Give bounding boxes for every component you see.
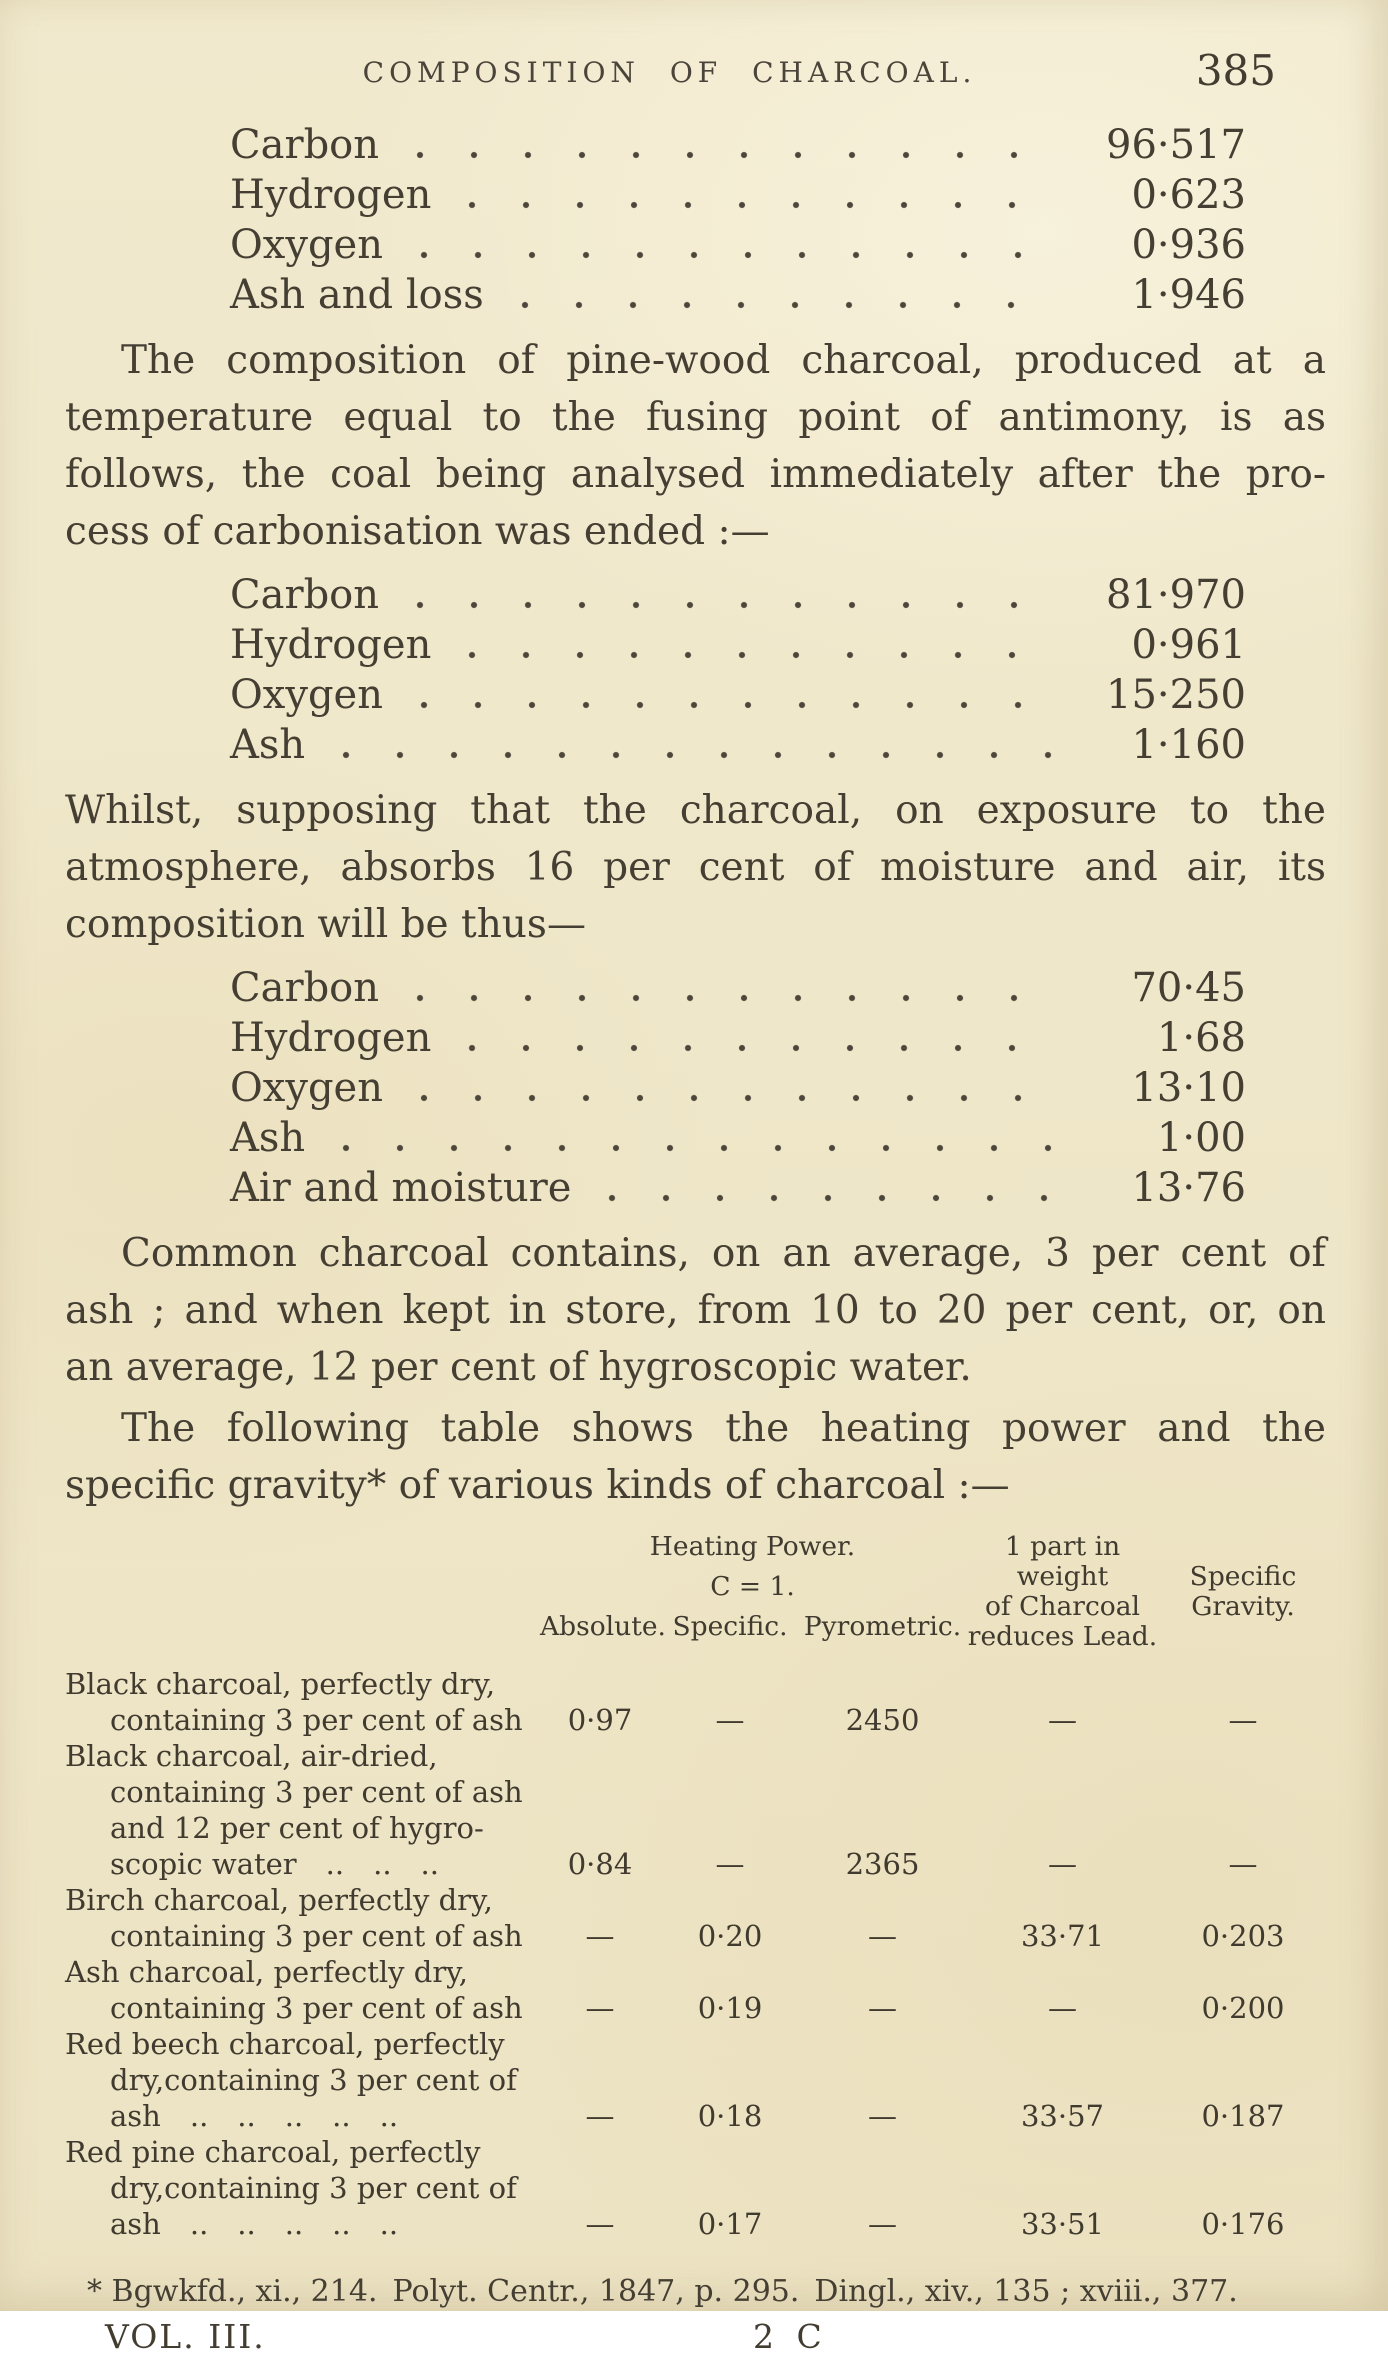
cell-absolute: — [585,2099,615,2133]
row-label-line: dry,containing 3 per cent of [110,2171,517,2205]
item-value: 13·76 [1131,1165,1246,1211]
cell-reduces-lead: 33·57 [1020,2099,1105,2133]
row-label [65,1882,540,1954]
cell-reduces-lead: — [1048,1991,1077,2025]
paragraph [65,1225,1326,1396]
row-label-line: containing 3 per cent of ash [110,1703,523,1737]
list-item [230,270,1246,320]
cell-absolute: — [585,1991,615,2025]
col-header-line: reduces Lead. [967,1621,1158,1652]
row-label-line: Black charcoal, air-dried, [65,1739,438,1773]
composition-list-2 [230,570,1246,770]
col-header-line: Gravity. [1191,1591,1295,1622]
paragraph-line: Whilst, supposing that the charcoal, on exposure to the [65,788,1326,833]
cell-specific-gravity: — [1228,1703,1258,1737]
dot-leader [397,249,1055,261]
table-row [65,1738,1326,1882]
paragraph-line: ash ; and when kept in store, from 10 to 20 per cent, or, on [65,1288,1326,1333]
list-item [230,570,1246,620]
cell-reduces-lead: 33·71 [1020,1919,1105,1953]
item-value: 1·00 [1156,1115,1246,1161]
dot-leader [319,749,1055,761]
col-header-specific-gravity [1160,1562,1326,1622]
list-item [230,670,1246,720]
row-label-line: ash .. .. .. .. .. [110,2207,399,2241]
paragraph-line: atmosphere, absorbs 16 per cent of moisture and air, its [65,845,1326,890]
item-label: Oxygen [230,672,383,718]
cell-specific-gravity: 0·200 [1201,1991,1285,2025]
row-label-line: containing 3 per cent of ash [110,1919,523,1953]
item-value: 81·970 [1106,572,1246,618]
list-item [230,1163,1246,1213]
item-label: Carbon [230,965,380,1011]
item-label: Ash [230,722,306,768]
item-label: Oxygen [230,222,383,268]
item-label: Hydrogen [230,172,432,218]
cell-absolute: — [585,1919,615,1953]
composition-list-3 [230,963,1246,1213]
row-label-line: containing 3 per cent of ash [110,1991,523,2025]
dot-leader [393,599,1055,611]
paragraph-line: The following table shows the heating power and the [121,1406,1326,1451]
item-value: 0·936 [1131,222,1246,268]
row-label [65,1954,540,2026]
paragraph-line: composition will be thus— [65,902,586,947]
paragraph-line: temperature equal to the fusing point of antimony, is as [65,395,1326,440]
cell-absolute: — [585,2207,615,2241]
row-label-line: Black charcoal, perfectly dry, [65,1667,496,1701]
col-header-reduces-lead [965,1532,1160,1652]
row-label [65,1666,540,1738]
item-label: Carbon [230,122,380,168]
row-label-line: Red pine charcoal, perfectly [65,2135,481,2169]
cell-reduces-lead: — [1048,1703,1077,1737]
col-header-line: of Charcoal [984,1591,1141,1622]
paragraph-line: follows, the coal being analysed immediately after the pro- [65,452,1326,497]
page-title: COMPOSITION OF CHARCOAL. [362,56,977,89]
paragraph [65,782,1326,953]
list-item [230,120,1246,170]
cell-specific-gravity: — [1228,1847,1258,1881]
item-value: 15·250 [1106,672,1246,718]
row-label-line: scopic water .. .. .. [110,1847,439,1881]
paragraph [65,332,1326,560]
cell-specific: 0·17 [697,2207,763,2241]
item-value: 0·961 [1131,622,1246,668]
signature-mark: 2 C [753,2317,825,2356]
cell-specific: — [715,1703,745,1737]
charcoal-table [65,1532,1326,2242]
cell-pyrometric: — [868,2099,897,2133]
cell-reduces-lead: — [1048,1847,1077,1881]
item-label: Ash and loss [230,272,484,318]
item-value: 1·68 [1156,1015,1246,1061]
paragraph-line: specific gravity* of various kinds of charcoal :— [65,1463,1010,1508]
col-header-absolute: Absolute. [540,1611,666,1642]
col-header-specific: Specific. [672,1611,788,1642]
list-item [230,1063,1246,1113]
cell-specific: 0·19 [697,1991,763,2025]
page-number: 385 [1195,46,1276,95]
cell-specific-gravity: 0·203 [1201,1919,1285,1953]
list-item [230,720,1246,770]
table-row [65,2026,1326,2134]
col-header-line: Specific [1189,1561,1297,1592]
dot-leader [498,299,1055,311]
row-label-line: ash .. .. .. .. .. [110,2099,399,2133]
col-header-heating-power: Heating Power. [649,1531,856,1562]
table-row [65,1882,1326,1954]
row-label-line: Ash charcoal, perfectly dry, [65,1955,468,1989]
dot-leader [445,649,1055,661]
dot-leader [393,992,1055,1004]
dot-leader [445,199,1055,211]
row-label-line: Red beech charcoal, perfectly [65,2027,505,2061]
cell-pyrometric: — [868,1919,897,1953]
item-label: Air and moisture [230,1165,572,1211]
cell-reduces-lead: 33·51 [1020,2207,1105,2241]
table-header [65,1532,1326,1652]
item-label: Ash [230,1115,306,1161]
running-head [65,46,1326,96]
item-value: 13·10 [1131,1065,1246,1111]
paragraph [65,1400,1326,1514]
item-value: 0·623 [1131,172,1246,218]
col-header-line: 1 part in weight [1004,1531,1121,1592]
list-item [230,620,1246,670]
dot-leader [397,699,1055,711]
row-label [65,2026,540,2134]
cell-absolute: 0·97 [567,1703,633,1737]
dot-leader [397,1092,1055,1104]
row-label [65,2134,540,2242]
item-label: Carbon [230,572,380,618]
row-label-line: containing 3 per cent of ash [110,1775,523,1809]
col-header-pyrometric: Pyrometric. [803,1611,962,1642]
list-item [230,170,1246,220]
item-label: Hydrogen [230,1015,432,1061]
row-label-line: dry,containing 3 per cent of [110,2063,517,2097]
cell-specific: 0·18 [697,2099,763,2133]
cell-pyrometric: 2365 [845,1847,920,1881]
item-label: Oxygen [230,1065,383,1111]
cell-absolute: 0·84 [567,1847,633,1881]
cell-pyrometric: — [868,2207,897,2241]
dot-leader [393,149,1055,161]
item-value: 96·517 [1106,122,1246,168]
paragraph-line: an average, 12 per cent of hygroscopic water. [65,1345,972,1390]
cell-specific-gravity: 0·187 [1201,2099,1285,2133]
paragraph-line: The composition of pine-wood charcoal, produced at a [121,338,1326,383]
composition-list-1 [230,120,1246,320]
dot-leader [445,1042,1055,1054]
paragraph-line: cess of carbonisation was ended :— [65,509,770,554]
item-value: 70·45 [1131,965,1246,1011]
cell-specific-gravity: 0·176 [1201,2207,1285,2241]
dot-leader [319,1142,1055,1154]
list-item [230,963,1246,1013]
table-row [65,1954,1326,2026]
item-value: 1·160 [1131,722,1246,768]
list-item [230,1013,1246,1063]
footnote: * Bgwkfd., xi., 214. Polyt. Centr., 1847, p. 295. Dingl., xiv., 135 ; xviii., 377. [87,2274,1238,2309]
item-value: 1·946 [1131,272,1246,318]
table-row [65,2134,1326,2242]
item-label: Hydrogen [230,622,432,668]
cell-pyrometric: — [868,1991,897,2025]
col-header-c-equals-1: C = 1. [710,1571,795,1602]
table-row [65,1666,1326,1738]
page-footer [65,2317,1326,2361]
volume-label: VOL. III. [105,2317,266,2356]
dot-leader [585,1192,1055,1204]
paragraph-line: Common charcoal contains, on an average, 3 per cent of [121,1231,1326,1276]
list-item [230,1113,1246,1163]
row-label-line: Birch charcoal, perfectly dry, [65,1883,493,1917]
cell-pyrometric: 2450 [845,1703,920,1737]
row-label-line: and 12 per cent of hygro- [110,1811,484,1845]
row-label [65,1738,540,1882]
cell-specific: 0·20 [697,1919,763,1953]
cell-specific: — [715,1847,745,1881]
list-item [230,220,1246,270]
